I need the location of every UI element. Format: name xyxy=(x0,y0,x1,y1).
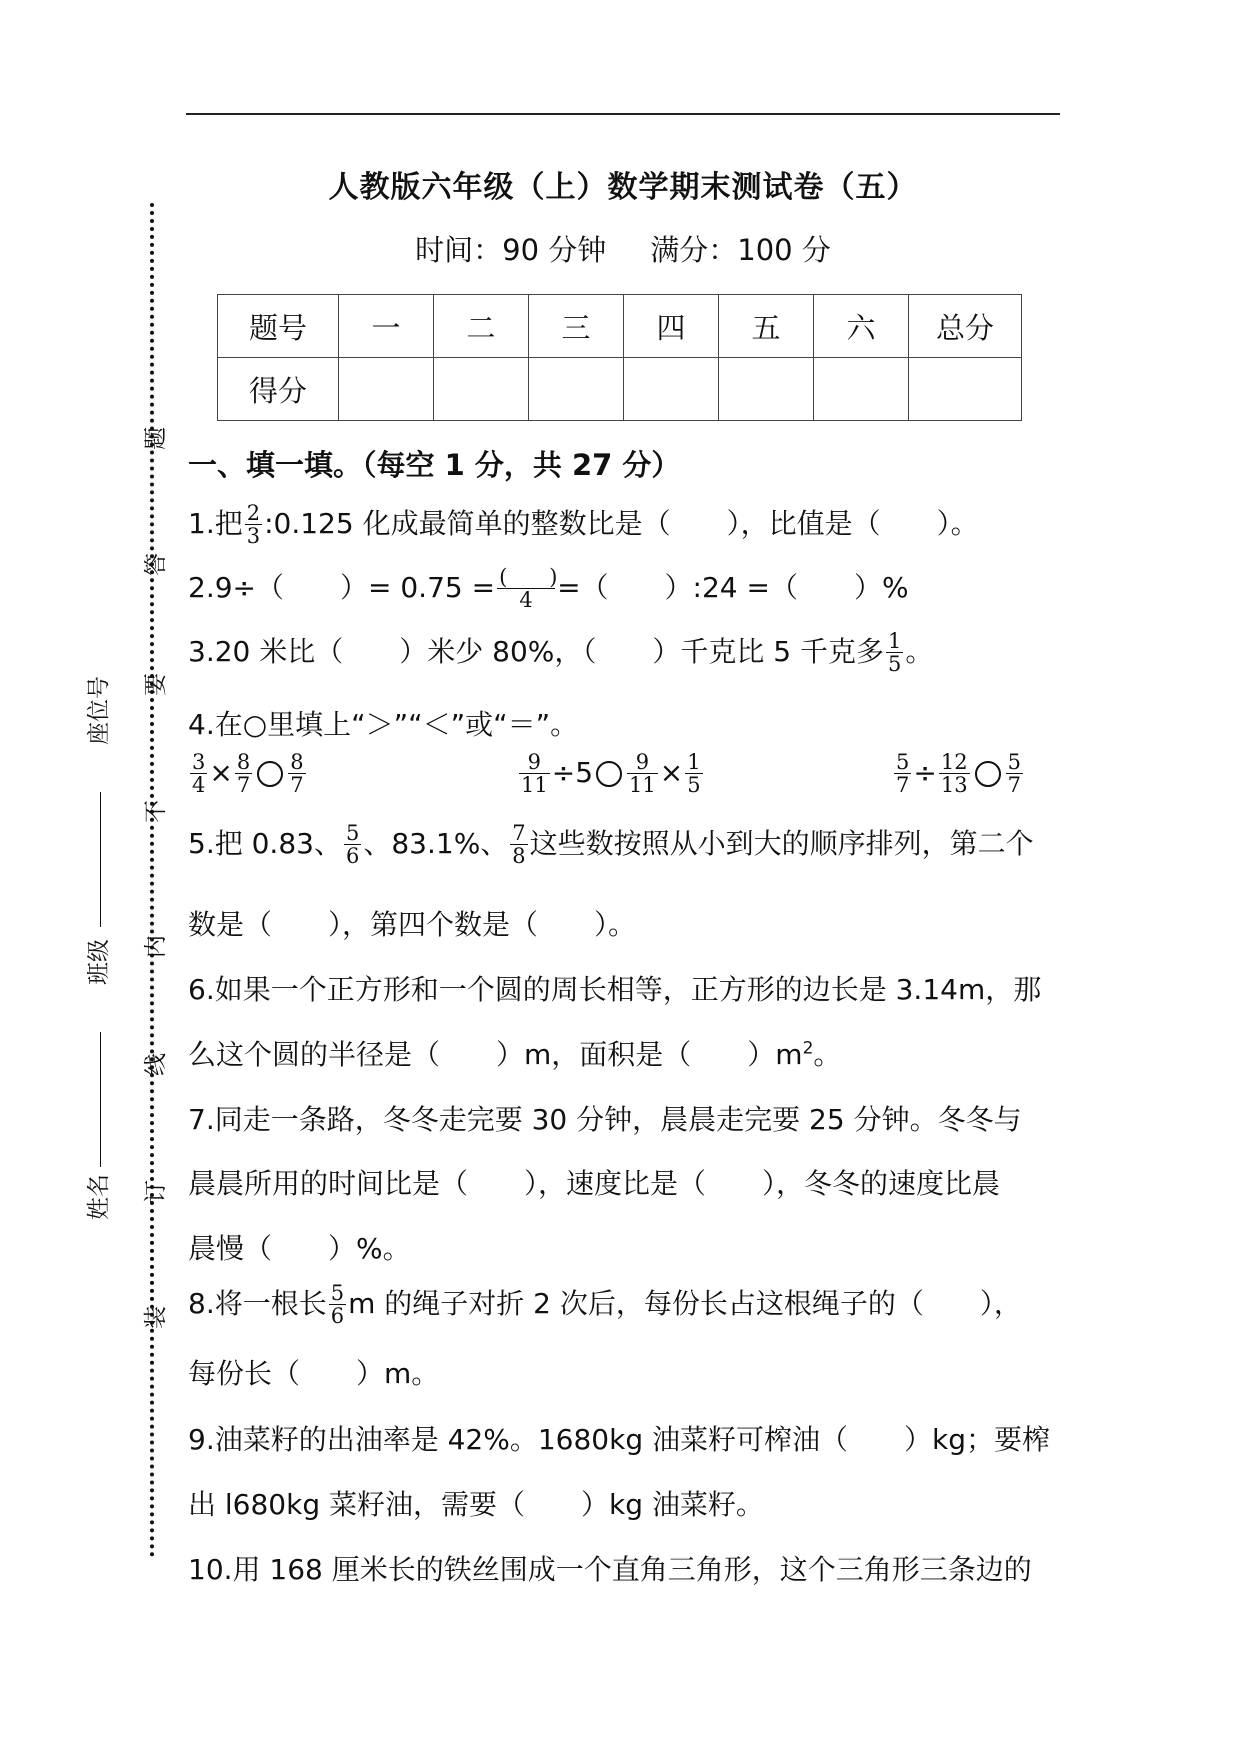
seat-number-label: 座位号 xyxy=(86,676,112,745)
numerator: 5 xyxy=(1007,750,1021,774)
q8-prefix: 8.将一根长 xyxy=(188,1287,327,1320)
fraction xyxy=(685,752,702,796)
question-8 xyxy=(188,1282,1022,1327)
seal-char-4: 不 xyxy=(143,800,169,823)
q5-prefix: 5.把 0.83、 xyxy=(188,827,342,860)
score-input-5[interactable] xyxy=(719,358,814,421)
operator: ÷5 xyxy=(551,756,594,789)
q3-prefix: 3.20 米比（ ）米少 80%，（ ）千克比 5 千克多 xyxy=(188,635,884,668)
numerator: 2 xyxy=(246,501,261,525)
q4-expression-3 xyxy=(892,752,1025,796)
numerator: 9 xyxy=(635,750,650,774)
score-cell-5: 五 xyxy=(719,295,814,358)
q1-prefix: 1.把 xyxy=(188,507,243,540)
compare-circle-3[interactable] xyxy=(975,761,1001,787)
denominator: 13 xyxy=(940,773,968,797)
seal-char-5: 内 xyxy=(143,935,169,958)
question-10: 10.用 168 厘米长的铁丝围成一个直角三角形，这个三角形三条边的 xyxy=(188,1553,1032,1586)
denominator: 8 xyxy=(512,844,526,868)
question-7: 7.同走一条路，冬冬走完要 30 分钟，晨晨走完要 25 分钟。冬冬与 xyxy=(188,1103,1022,1136)
score-input-total[interactable] xyxy=(909,358,1022,421)
name-label: 姓名 xyxy=(86,1174,112,1220)
question-5-line-2: 数是（ ），第四个数是（ ）。 xyxy=(188,908,637,941)
fraction xyxy=(245,503,262,547)
score-row-label: 得分 xyxy=(218,358,339,421)
seal-char-2: 答 xyxy=(143,553,169,576)
denominator: 6 xyxy=(330,1304,345,1328)
q4-expression-2 xyxy=(517,752,705,796)
question-5 xyxy=(188,822,1034,867)
q1-text: :0.125 化成最简单的整数比是（ ），比值是（ ）。 xyxy=(264,507,979,540)
numerator: 9 xyxy=(527,750,542,774)
question-7-line-2: 晨晨所用的时间比是（ ），速度比是（ ），冬冬的速度比晨 xyxy=(188,1167,1001,1200)
section-1-title: 一、填一填。（每空 1 分，共 27 分） xyxy=(188,448,681,482)
score-table xyxy=(217,294,1022,421)
question-8-line-2: 每份长（ ）m。 xyxy=(188,1357,440,1390)
numerator: 5 xyxy=(345,821,360,845)
denominator: 3 xyxy=(246,524,261,548)
numerator: 8 xyxy=(236,750,251,774)
question-2 xyxy=(188,566,909,611)
numerator: 8 xyxy=(290,750,304,774)
class-label: 班级 xyxy=(86,939,112,985)
seal-char-8: 装 xyxy=(143,1306,169,1329)
binding-dotted-line xyxy=(150,203,154,1558)
question-3 xyxy=(188,630,933,675)
fraction xyxy=(344,823,361,867)
fraction xyxy=(886,631,903,675)
score-table-header-row xyxy=(218,295,1022,358)
score-cell-6: 六 xyxy=(814,295,909,358)
question-1 xyxy=(188,502,979,547)
seal-char-6: 线 xyxy=(143,1053,169,1076)
seal-char-1: 题 xyxy=(143,427,169,450)
full-score: 满分：100 分 xyxy=(650,233,831,267)
operator: ÷ xyxy=(913,756,937,789)
q4-expression-1 xyxy=(188,752,308,796)
q2-text: =（ ）:24 =（ ）% xyxy=(557,571,909,604)
seal-char-7: 订 xyxy=(143,1180,169,1203)
denominator: 11 xyxy=(629,773,656,797)
question-9: 9.油菜籽的出油率是 42%。1680kg 油菜籽可榨油（ ）kg；要榨 xyxy=(188,1423,1050,1456)
score-input-4[interactable] xyxy=(624,358,719,421)
fraction xyxy=(1006,752,1023,796)
time-limit: 时间：90 分钟 xyxy=(415,233,607,267)
numerator: 3 xyxy=(192,750,206,774)
score-input-1[interactable] xyxy=(339,358,434,421)
fraction xyxy=(288,752,305,796)
score-input-6[interactable] xyxy=(814,358,909,421)
operator: × xyxy=(209,756,233,789)
question-4: 4.在○里填上“＞”“＜”或“＝”。 xyxy=(188,708,579,741)
fraction xyxy=(235,752,252,796)
score-cell-1: 一 xyxy=(339,295,434,358)
numerator: 5 xyxy=(330,1281,345,1305)
seal-char-3: 要 xyxy=(143,673,169,696)
question-6-line-2 xyxy=(188,1033,841,1073)
fraction xyxy=(519,752,550,796)
fraction xyxy=(627,752,658,796)
compare-circle-2[interactable] xyxy=(596,761,622,787)
score-cell-total: 总分 xyxy=(909,295,1022,358)
denominator: 7 xyxy=(290,773,304,797)
fraction xyxy=(939,752,970,796)
q5-mid: 、83.1%、 xyxy=(363,827,509,860)
top-rule xyxy=(186,113,1060,115)
denominator: 7 xyxy=(1007,773,1021,797)
operator: × xyxy=(659,756,684,789)
numerator: 1 xyxy=(888,629,902,653)
score-cell-3: 三 xyxy=(529,295,624,358)
q8-text: m 的绳子对折 2 次后，每份长占这根绳子的（ ）， xyxy=(348,1287,1022,1320)
fraction xyxy=(329,1283,346,1327)
q3-text: 。 xyxy=(905,635,934,668)
fraction xyxy=(510,823,527,867)
score-cell-label: 题号 xyxy=(218,295,339,358)
denominator: 7 xyxy=(896,773,910,797)
denominator: 5 xyxy=(687,773,701,797)
q5-text: 这些数按照从小到大的顺序排列，第二个 xyxy=(529,827,1034,860)
score-input-3[interactable] xyxy=(529,358,624,421)
score-cell-4: 四 xyxy=(624,295,719,358)
question-6: 6.如果一个正方形和一个圆的周长相等，正方形的边长是 3.14m，那 xyxy=(188,973,1042,1006)
q6-end: 。 xyxy=(813,1038,842,1071)
class-blank[interactable] xyxy=(100,1032,101,1167)
score-input-2[interactable] xyxy=(434,358,529,421)
fraction-blank xyxy=(497,565,558,612)
denominator: 6 xyxy=(345,844,360,868)
fraction xyxy=(894,752,911,796)
denominator: 11 xyxy=(521,773,548,797)
question-7-line-3: 晨慢（ ）%。 xyxy=(188,1232,411,1265)
q2-prefix: 2.9÷（ ）= 0.75 = xyxy=(188,571,496,604)
denominator: 7 xyxy=(236,773,251,797)
fraction xyxy=(190,752,207,796)
question-9-line-2: 出 l680kg 菜籽油，需要（ ）kg 油菜籽。 xyxy=(188,1488,764,1521)
numerator-blank[interactable]: ( ) xyxy=(499,565,558,589)
denominator: 4 xyxy=(192,773,206,797)
numerator: 12 xyxy=(940,750,968,774)
denominator: 5 xyxy=(888,652,902,676)
exam-subtitle xyxy=(186,228,1060,269)
numerator: 5 xyxy=(896,750,910,774)
numerator: 7 xyxy=(512,821,526,845)
denominator: 4 xyxy=(497,588,555,611)
score-table-score-row xyxy=(218,358,1022,421)
seat-number-blank[interactable] xyxy=(100,792,101,927)
numerator: 1 xyxy=(687,750,701,774)
score-cell-2: 二 xyxy=(434,295,529,358)
superscript: 2 xyxy=(802,1038,814,1059)
compare-circle-1[interactable] xyxy=(257,761,283,787)
exam-title: 人教版六年级（上）数学期末测试卷（五） xyxy=(328,170,918,205)
q6-text: 么这个圆的半径是（ ）m，面积是（ ）m xyxy=(188,1038,803,1071)
